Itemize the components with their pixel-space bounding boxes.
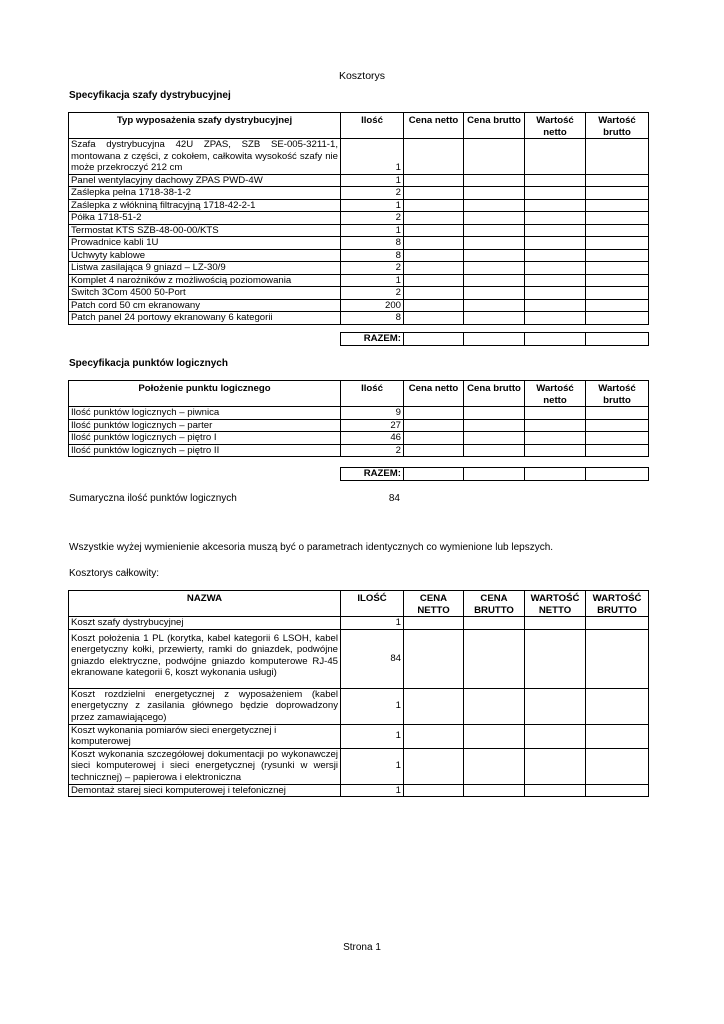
item-qty: 8 — [341, 249, 404, 262]
table-row — [69, 629, 649, 688]
item-name: Demontaż starej sieci komputerowej i telefonicznej — [69, 784, 341, 797]
item-qty: 84 — [341, 629, 404, 688]
table-row — [69, 237, 649, 250]
table-row — [69, 407, 649, 420]
document-title: Kosztorys — [338, 70, 386, 82]
column-header: Wartość netto — [525, 381, 586, 407]
table-row — [69, 784, 649, 797]
item-qty: 1 — [341, 199, 404, 212]
table-row — [69, 199, 649, 212]
column-header: Wartość brutto — [586, 113, 649, 139]
column-header: NAZWA — [69, 591, 341, 617]
item-qty: 8 — [341, 312, 404, 325]
item-name: Prowadnice kabli 1U — [69, 237, 341, 250]
item-qty: 46 — [341, 432, 404, 445]
item-qty: 200 — [341, 299, 404, 312]
table-row — [69, 444, 649, 457]
table-row — [69, 174, 649, 187]
column-header: ILOŚĆ — [341, 591, 404, 617]
item-name: Switch 3Com 4500 50-Port — [69, 287, 341, 300]
column-header: Wartość brutto — [586, 381, 649, 407]
table-row — [69, 299, 649, 312]
item-name: Termostat KTS SZB-48-00-00/KTS — [69, 224, 341, 237]
column-header: WARTOŚĆ NETTO — [525, 591, 586, 617]
item-name: Ilość punktów logicznych – piwnica — [69, 407, 341, 420]
item-qty: 9 — [341, 407, 404, 420]
item-name: Szafa dystrybucyjna 42U ZPAS, SZB SE-005-3211-1, montowana z części, z cokołem, całkowita wysokość szafy nie może przekroczyć 212 cm — [69, 139, 341, 175]
cabinet-total-row — [340, 332, 649, 346]
section-heading-points: Specyfikacja punktów logicznych — [69, 358, 228, 369]
item-qty: 1 — [341, 224, 404, 237]
cabinet-spec-table — [68, 112, 649, 325]
column-header: Typ wyposażenia szafy dystrybucyjnej — [69, 113, 341, 139]
note-text: Wszystkie wyżej wymienienie akcesoria muszą być o parametrach identycznych co wymienione lub lepszych. — [69, 542, 554, 553]
item-name: Patch cord 50 cm ekranowany — [69, 299, 341, 312]
item-name: Patch panel 24 portowy ekranowany 6 kategorii — [69, 312, 341, 325]
item-name: Koszt rozdzielni energetycznej z wyposażeniem (kabel energetyczny z zasilania głównego będzie doprowadzony przez zamawiającego) — [69, 688, 341, 724]
table-row — [69, 262, 649, 275]
total-label: RAZEM: — [341, 333, 404, 346]
item-qty: 1 — [341, 274, 404, 287]
item-qty: 27 — [341, 419, 404, 432]
table-row — [69, 139, 649, 175]
item-name: Ilość punktów logicznych – parter — [69, 419, 341, 432]
column-header: CENA BRUTTO — [464, 591, 525, 617]
column-header: Cena brutto — [464, 113, 525, 139]
column-header: Położenie punktu logicznego — [69, 381, 341, 407]
item-qty: 2 — [341, 444, 404, 457]
table-row — [69, 748, 649, 784]
column-header: Cena netto — [404, 113, 464, 139]
item-qty: 2 — [341, 262, 404, 275]
item-qty: 1 — [341, 688, 404, 724]
item-name: Koszt szafy dystrybucyjnej — [69, 617, 341, 630]
column-header: WARTOŚĆ BRUTTO — [586, 591, 649, 617]
item-qty: 8 — [341, 237, 404, 250]
column-header: CENA NETTO — [404, 591, 464, 617]
table-header-row — [69, 113, 649, 139]
item-name: Ilość punktów logicznych – piętro II — [69, 444, 341, 457]
table-row — [69, 724, 649, 748]
logical-points-table — [68, 380, 649, 457]
item-name: Komplet 4 narożników z możliwością poziomowania — [69, 274, 341, 287]
column-header: Ilość — [341, 113, 404, 139]
item-qty: 1 — [341, 784, 404, 797]
table-row — [69, 688, 649, 724]
summary-value: 84 — [388, 493, 400, 504]
column-header: Cena netto — [404, 381, 464, 407]
total-label: RAZEM: — [341, 468, 404, 481]
item-name: Koszt wykonania pomiarów sieci energetycznej i komputerowej — [69, 724, 341, 748]
item-name: Zaślepka z włókniną filtracyjną 1718-42-2-1 — [69, 199, 341, 212]
summary-label: Sumaryczna ilość punktów logicznych — [69, 493, 237, 504]
item-name: Półka 1718-51-2 — [69, 212, 341, 225]
item-qty: 1 — [341, 174, 404, 187]
column-header: Cena brutto — [464, 381, 525, 407]
column-header: Wartość netto — [525, 113, 586, 139]
table-row — [69, 617, 649, 630]
item-qty: 1 — [341, 139, 404, 175]
table-row — [69, 187, 649, 200]
table-row — [69, 249, 649, 262]
table-row — [69, 419, 649, 432]
section-heading-total: Kosztorys całkowity: — [69, 568, 160, 579]
table-row — [69, 274, 649, 287]
item-qty: 1 — [341, 617, 404, 630]
item-name: Zaślepka pełna 1718-38-1-2 — [69, 187, 341, 200]
item-qty: 1 — [341, 748, 404, 784]
page-number: Strona 1 — [343, 942, 381, 953]
section-heading-cabinet: Specyfikacja szafy dystrybucyjnej — [69, 90, 231, 101]
item-qty: 1 — [341, 724, 404, 748]
item-name: Listwa zasilająca 9 gniazd – LZ-30/9 — [69, 262, 341, 275]
column-header: Ilość — [341, 381, 404, 407]
item-qty: 2 — [341, 187, 404, 200]
item-name: Uchwyty kablowe — [69, 249, 341, 262]
item-name: Koszt położenia 1 PL (korytka, kabel kategorii 6 LSOH, kabel energetyczny kołki, przewierty, ramki do gniazdek, podwójne gniazdo elektryczne, podwójne gniazdo komputerowe RJ-45 ekranowane kategorii 6, koszt wykonania usługi) — [69, 629, 341, 688]
table-row — [69, 312, 649, 325]
item-qty: 2 — [341, 212, 404, 225]
table-row — [69, 287, 649, 300]
item-name: Ilość punktów logicznych – piętro I — [69, 432, 341, 445]
table-header-row — [69, 381, 649, 407]
points-total-row — [340, 467, 649, 481]
table-row — [69, 432, 649, 445]
item-name: Panel wentylacyjny dachowy ZPAS PWD-4W — [69, 174, 341, 187]
table-header-row — [69, 591, 649, 617]
item-qty: 2 — [341, 287, 404, 300]
table-row — [69, 224, 649, 237]
total-cost-table — [68, 590, 649, 797]
table-row — [69, 212, 649, 225]
item-name: Koszt wykonania szczegółowej dokumentacji po wykonawczej sieci komputerowej i sieci energetycznej (rysunki w wersji technicznej) – papierowa i elektroniczna — [69, 748, 341, 784]
